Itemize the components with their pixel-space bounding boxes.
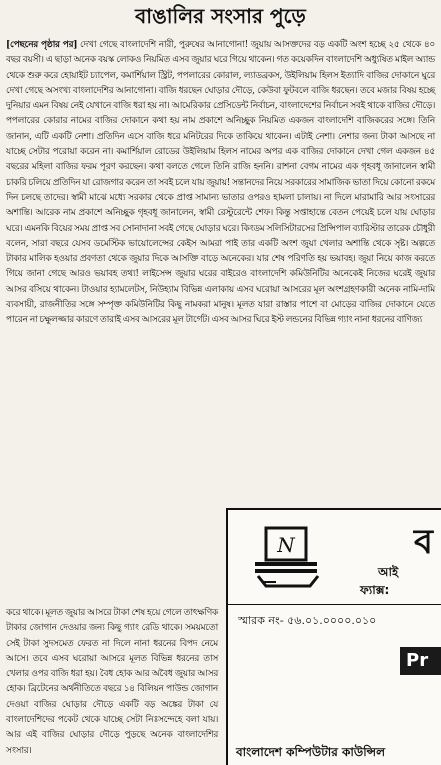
article-column (6, 606, 218, 759)
ad-divider (228, 604, 441, 605)
computer-logo-icon (252, 524, 322, 590)
logo-letter: N (277, 533, 295, 557)
headline: বাঙালির সংসার পুড়ে (135, 4, 306, 28)
article-column-paragraph: করে থাকে। মূলত জুয়ার আসরে টাকা শেষ হয়ে গেলে তাৎক্ষণিক টাকার জোগান দেওয়ার জন্য কিছু গ্যাং রেডি থাকে। সময়মতো সেই টাকা সুদসমেত ফেরত না দিলে নানা ধরনের বিপদ নেমে আসে। তবে এসব ঘরোয়া আসরে মূলত বিভিন্ন ধরনের তাস খেলার ওপর বাজি ধরা হয়। বৈধ হোক আর অবৈধ জুয়ার আসর হোক। ব্রিটেনের অর্থনীতিতে বছরে ১৪ বিলিয়ন পাউন্ড জোগান দেওয়া বাজির ঘোড়ার দৌড়ে একটি বড় অঙ্কের টাকা যে বাংলাদেশিদের পকেট থেকে যাচ্ছে সেটা নিঃসন্দেহে বলা যায়। আর এই বাজির ঘোড়ার দৌড়ে পুড়ছে অনেক বাংলাদেশির সংসার। (6, 608, 218, 756)
article-text: দেখা গেছে বাংলাদেশি নারী, পুরুষের আনাগোনা! জুয়ায় আসক্তদের বড় একটি অংশ হচ্ছে ২৫ থেকে ৪০ বছর বয়সী। এ ছাড়া অনেক বয়স্ক লোকও নিয়মিত এসব জুয়ার ঘরে গিয়ে থাকেন। গত কয়েকদিন বাংলাদেশি অধ্যুষিত মাইল অ্যান্ড থেকে শুরু করে হোয়াইট চ্যাপেল, কমার্শিয়াল স্ট্রিট, পপলারের কোরাল, ল্যাডব্রকস, উইলিয়াম হিলস ইত্যাদি বাজির দোকানে ঘুরে দেখা গেছে অসংখ্য বাংলাদেশির আনাগোনা। বাজি ধরছেন ঘোড়ার দৌড়ে, কেউবা ফুটবলে বাজি ধরছেন। তবে মজার বিষয় হচ্ছে দুনিয়ার এমন বিষয় নেই যেখানে বাজি ধরা হয় না। আমেরিকার প্রেসিডেন্ট নির্বাচন, বাংলাদেশের নির্বাচন সবই থাকে বাজির দৌড়ে। পপলারের কোরার নামের বাজির দোকানে কথা হয় নাম প্রকাশে অনিচ্ছুক নিয়মিত একজন বাংলাদেশি বাজিকরের সঙ্গে। তিনি জানান, এটি একটি নেশা। প্রতিদিন এসে বাজি ধরে মনিটরের দিকে তাকিয়ে থাকেন। এটাই নেশা। নেশার জন্য টাকা আসছে না যাচ্ছে সেটার পরোয়া করেন না। কমার্শিয়াল রোডের উইলিয়াম হিলস নামের অপর এক বাজির দোকানে দেখা গেল একজন ৪৫ বছরের মহিলা বাজির ফরম পূরণ করছেন। কথা বলতে গেলে তিনি রাজি হননি। রাশনা বেগম নামের এক গৃহবধূ জানালেন স্বামী চাকরি চলিয়ে প্রতিদিন যা রোজগার করেন তা সবই চলে যায় জুয়ায়! সন্তানদের নিয়ে সরকারের সামাজিক ভাতা দিয়ে কোনো রকমে দিন চলছে তাদের। স্বামী মাঝে মধ্যে সরকার থেকে প্রাপ্ত সামান্য ভাতার ওপরও হামলা চালায়। না দিলে মারামারি আর সংসারের অশান্তি। আরেক নাম প্রকাশে অনিচ্ছুক গৃহবধূ জানালেন, স্বামী রেস্টুরেন্টে শেফ। কিন্তু সপ্তাহান্তে বেতন পেয়েই চলে যায় ঘোড়ার ঘরে। এমনকি বিয়ের সময় প্রাপ্ত সব সোনাদানা সবই গেছে ঘোড়ার ঘরে। কিংডম সলিসিটারসের প্রিন্সিপাল ব্যারিস্টার তারেক চৌধুরী বলেন, সারা বছরে যেসব ডমেস্টিক ভায়োলেন্সের কেইস আমরা পাই তার একটি অংশ জুয়া খেলার অশান্তি থেকে সৃষ্ট। অল্পতে টাকার মালিক হওয়ার প্রবণতা থেকে জুয়ার দিকে আসক্তি বাড়ে অনেকের। যার শেষ পরিণতি হয় ভয়াবহ। জুয়া নিয়ে কাজ করতে গিয়ে জানা গেছে আরও ভয়াবহ তথ্য! লাইসেন্স জুয়ার ঘরের বাইরেও বাংলাদেশি কমিউনিটির অনেকেই নিজের ঘরেই জুয়ার আসর বসিয়ে থাকেন। টাওয়ার হ্যামলেটস, নিউহ্যাম বিভিন্ন এলাকায় এসব ঘরোয়া আসরের মূল অংশগ্রহণকারী অনেক নামি-দামি ব্যবসায়ী, রাজনীতির সঙ্গে সম্পৃক্ত কমিউনিটির কিছু নামকরা মানুষ। মূলত যারা রাস্তার পাশে বা মোড়ের বাজির দোকানে যেতে পারেন না চক্ষুলজ্জার কারণে তারাই এসব আসরের মূল টার্গেট। এসব আসর ঘিরে ইস্ট লন্ডনের বিভিন্ন গ্যাং নানা ধরনের বাণিজ্য (6, 40, 435, 326)
ad-fax: ফ্যাক্স: (360, 583, 390, 597)
ad-organization: বাংলাদেশ কম্পিউটার কাউন্সিল (236, 745, 386, 759)
article-body (6, 38, 435, 329)
advertisement (226, 508, 441, 765)
ad-heading: ব (414, 522, 433, 562)
ad-reference-number: স্মারক নং- ৫৬.০১.০০০০.০১০ (238, 614, 377, 627)
continuation-tag: [পেছনের পৃষ্ঠার পর] (6, 40, 78, 50)
article-paragraph (6, 38, 435, 329)
ad-pr-badge: Pr (400, 647, 441, 675)
ad-line-1: আই (378, 565, 399, 579)
